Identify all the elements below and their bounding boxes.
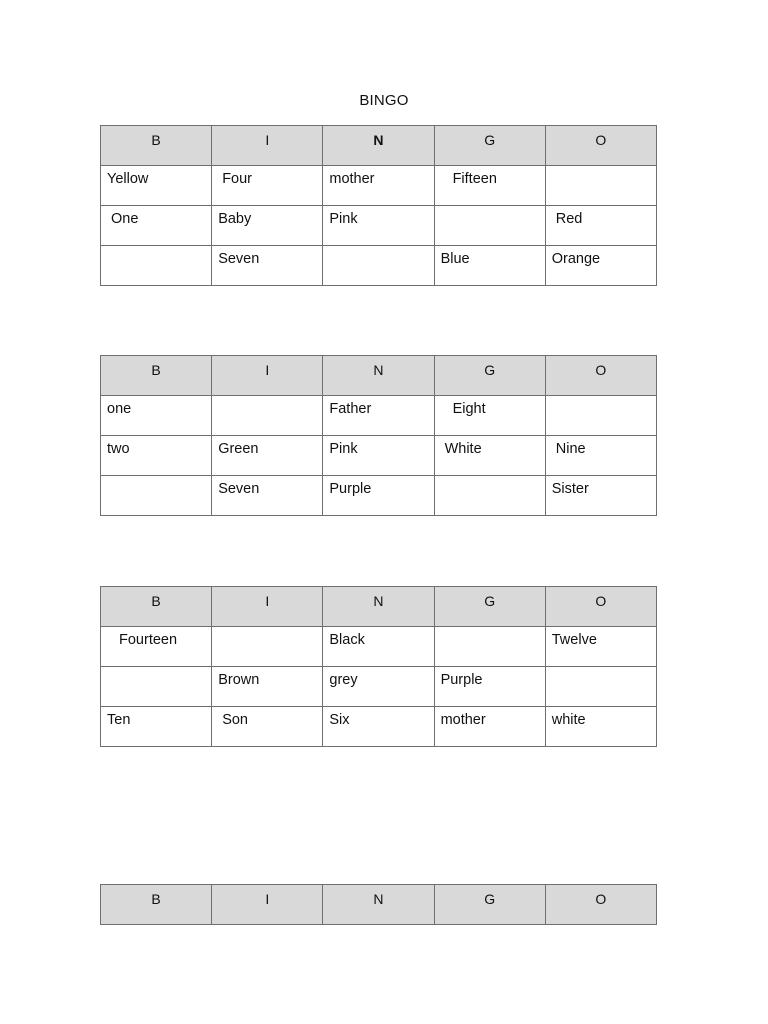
header-g: G [434,885,545,925]
cell: Seven [212,476,323,516]
header-o: O [545,126,656,166]
header-g: G [434,356,545,396]
header-row [101,885,657,925]
cell: one [101,396,212,436]
cell: Eight [434,396,545,436]
cell: Yellow [101,166,212,206]
cell: mother [434,707,545,747]
page-title: BINGO [359,92,409,109]
header-row [101,356,657,396]
header-o: O [545,356,656,396]
cell: Purple [323,476,434,516]
cell: Fifteen [434,166,545,206]
cell [212,627,323,667]
cell [434,476,545,516]
cell [101,667,212,707]
cell: Blue [434,246,545,286]
header-b: B [101,885,212,925]
header-i: I [212,126,323,166]
header-o: O [545,885,656,925]
cell [545,667,656,707]
header-row [101,126,657,166]
bingo-card-1 [100,125,657,286]
cell: Son [212,707,323,747]
header-g: G [434,587,545,627]
table-row [101,667,657,707]
cell: mother [323,166,434,206]
header-n: N [323,356,434,396]
header-b: B [101,356,212,396]
header-n: N [323,126,434,166]
cell: Father [323,396,434,436]
cell [101,246,212,286]
header-n: N [323,885,434,925]
table-row [101,436,657,476]
cell: Six [323,707,434,747]
cell [545,396,656,436]
cell: One [101,206,212,246]
cell: Nine [545,436,656,476]
cell: Orange [545,246,656,286]
cell: Green [212,436,323,476]
cell: Purple [434,667,545,707]
header-b: B [101,587,212,627]
table-row [101,707,657,747]
bingo-card-3 [100,586,657,747]
cell: Pink [323,206,434,246]
cell: white [545,707,656,747]
cell: grey [323,667,434,707]
cell: Brown [212,667,323,707]
cell: two [101,436,212,476]
cell [545,166,656,206]
header-g: G [434,126,545,166]
header-i: I [212,587,323,627]
bingo-card-4 [100,884,657,925]
cell: Black [323,627,434,667]
cell: Ten [101,707,212,747]
cell [212,396,323,436]
cell [101,476,212,516]
cell: Twelve [545,627,656,667]
cell [323,246,434,286]
table-row [101,476,657,516]
table-row [101,627,657,667]
cell: Fourteen [101,627,212,667]
table-row [101,246,657,286]
cell: Seven [212,246,323,286]
header-o: O [545,587,656,627]
table-row [101,206,657,246]
header-i: I [212,356,323,396]
bingo-card-2 [100,355,657,516]
cell: Baby [212,206,323,246]
cell: Sister [545,476,656,516]
cell [434,206,545,246]
header-row [101,587,657,627]
header-n: N [323,587,434,627]
table-row [101,166,657,206]
cell [434,627,545,667]
cell: Pink [323,436,434,476]
cell: White [434,436,545,476]
header-b: B [101,126,212,166]
cell: Four [212,166,323,206]
table-row [101,396,657,436]
cell: Red [545,206,656,246]
header-i: I [212,885,323,925]
